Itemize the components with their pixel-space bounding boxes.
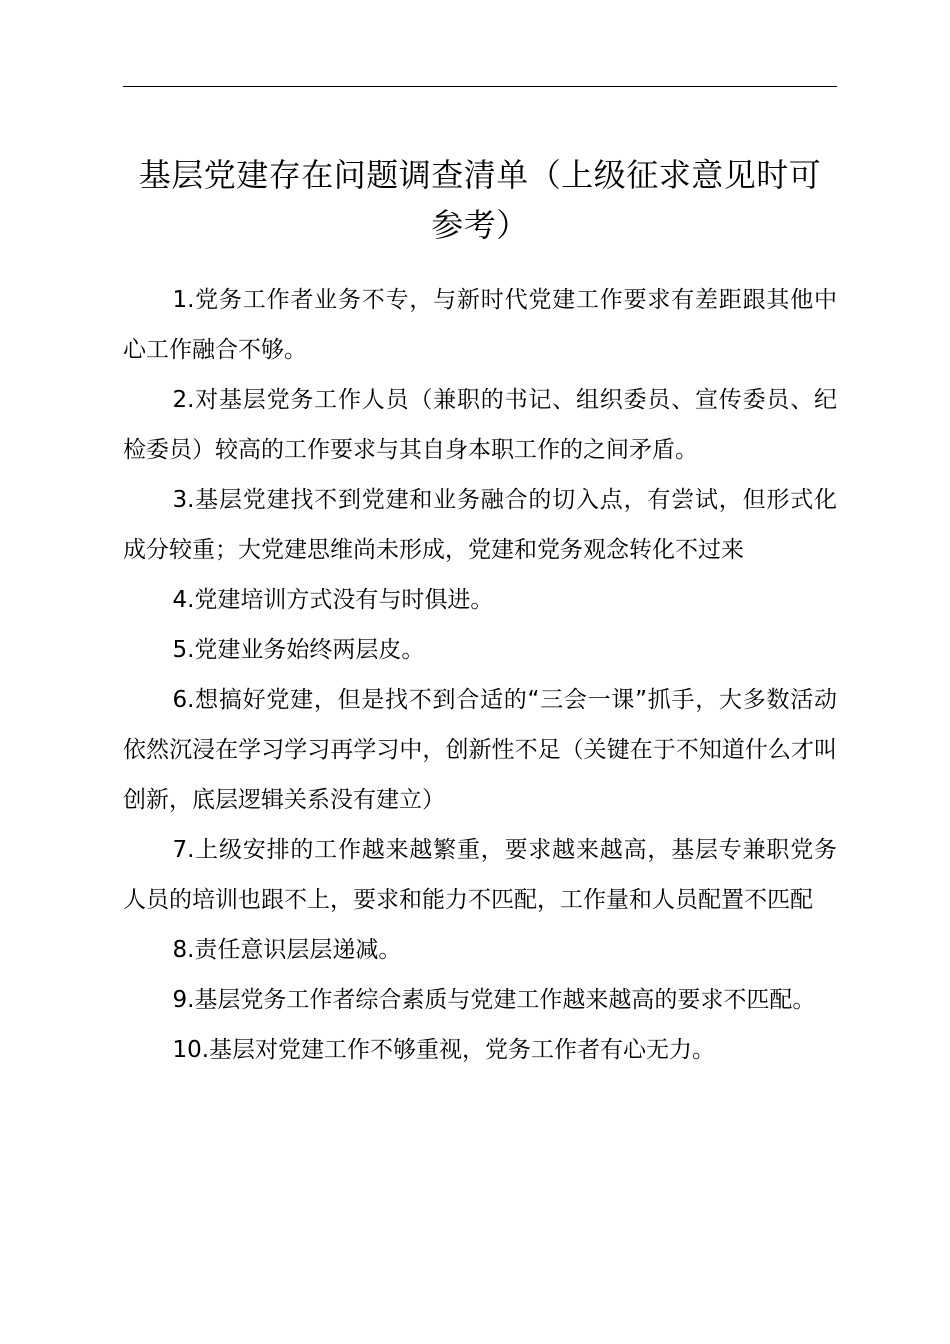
list-item: 7.上级安排的工作越来越繁重，要求越来越高，基层专兼职党务人员的培训也跟不上，要求和能力不匹配，工作量和人员配置不匹配 (123, 837, 837, 913)
list-item: 9.基层党务工作者综合素质与党建工作越来越高的要求不匹配。 (172, 987, 816, 1013)
issue-list (123, 275, 837, 1075)
list-item: 3.基层党建找不到党建和业务融合的切入点，有尝试，但形式化成分较重；大党建思维尚未形成，党建和党务观念转化不过来 (123, 487, 837, 563)
header-divider (123, 86, 837, 87)
list-item: 10.基层对党建工作不够重视，党务工作者有心无力。 (172, 1037, 716, 1063)
list-item: 8.责任意识层层递减。 (172, 937, 402, 963)
list-item: 6.想搞好党建，但是找不到合适的“三会一课”抓手，大多数活动依然沉浸在学习学习再学习中，创新性不足（关键在于不知道什么才叫创新，底层逻辑关系没有建立） (123, 687, 837, 813)
list-item: 2.对基层党务工作人员（兼职的书记、组织委员、宣传委员、纪检委员）较高的工作要求与其自身本职工作的之间矛盾。 (123, 387, 837, 463)
list-item: 1.党务工作者业务不专，与新时代党建工作要求有差距跟其他中心工作融合不够。 (123, 287, 837, 363)
list-item: 5.党建业务始终两层皮。 (172, 637, 425, 663)
list-item: 4.党建培训方式没有与时俱进。 (172, 587, 494, 613)
document-title: 基层党建存在问题调查清单（上级征求意见时可参考） (138, 156, 822, 244)
